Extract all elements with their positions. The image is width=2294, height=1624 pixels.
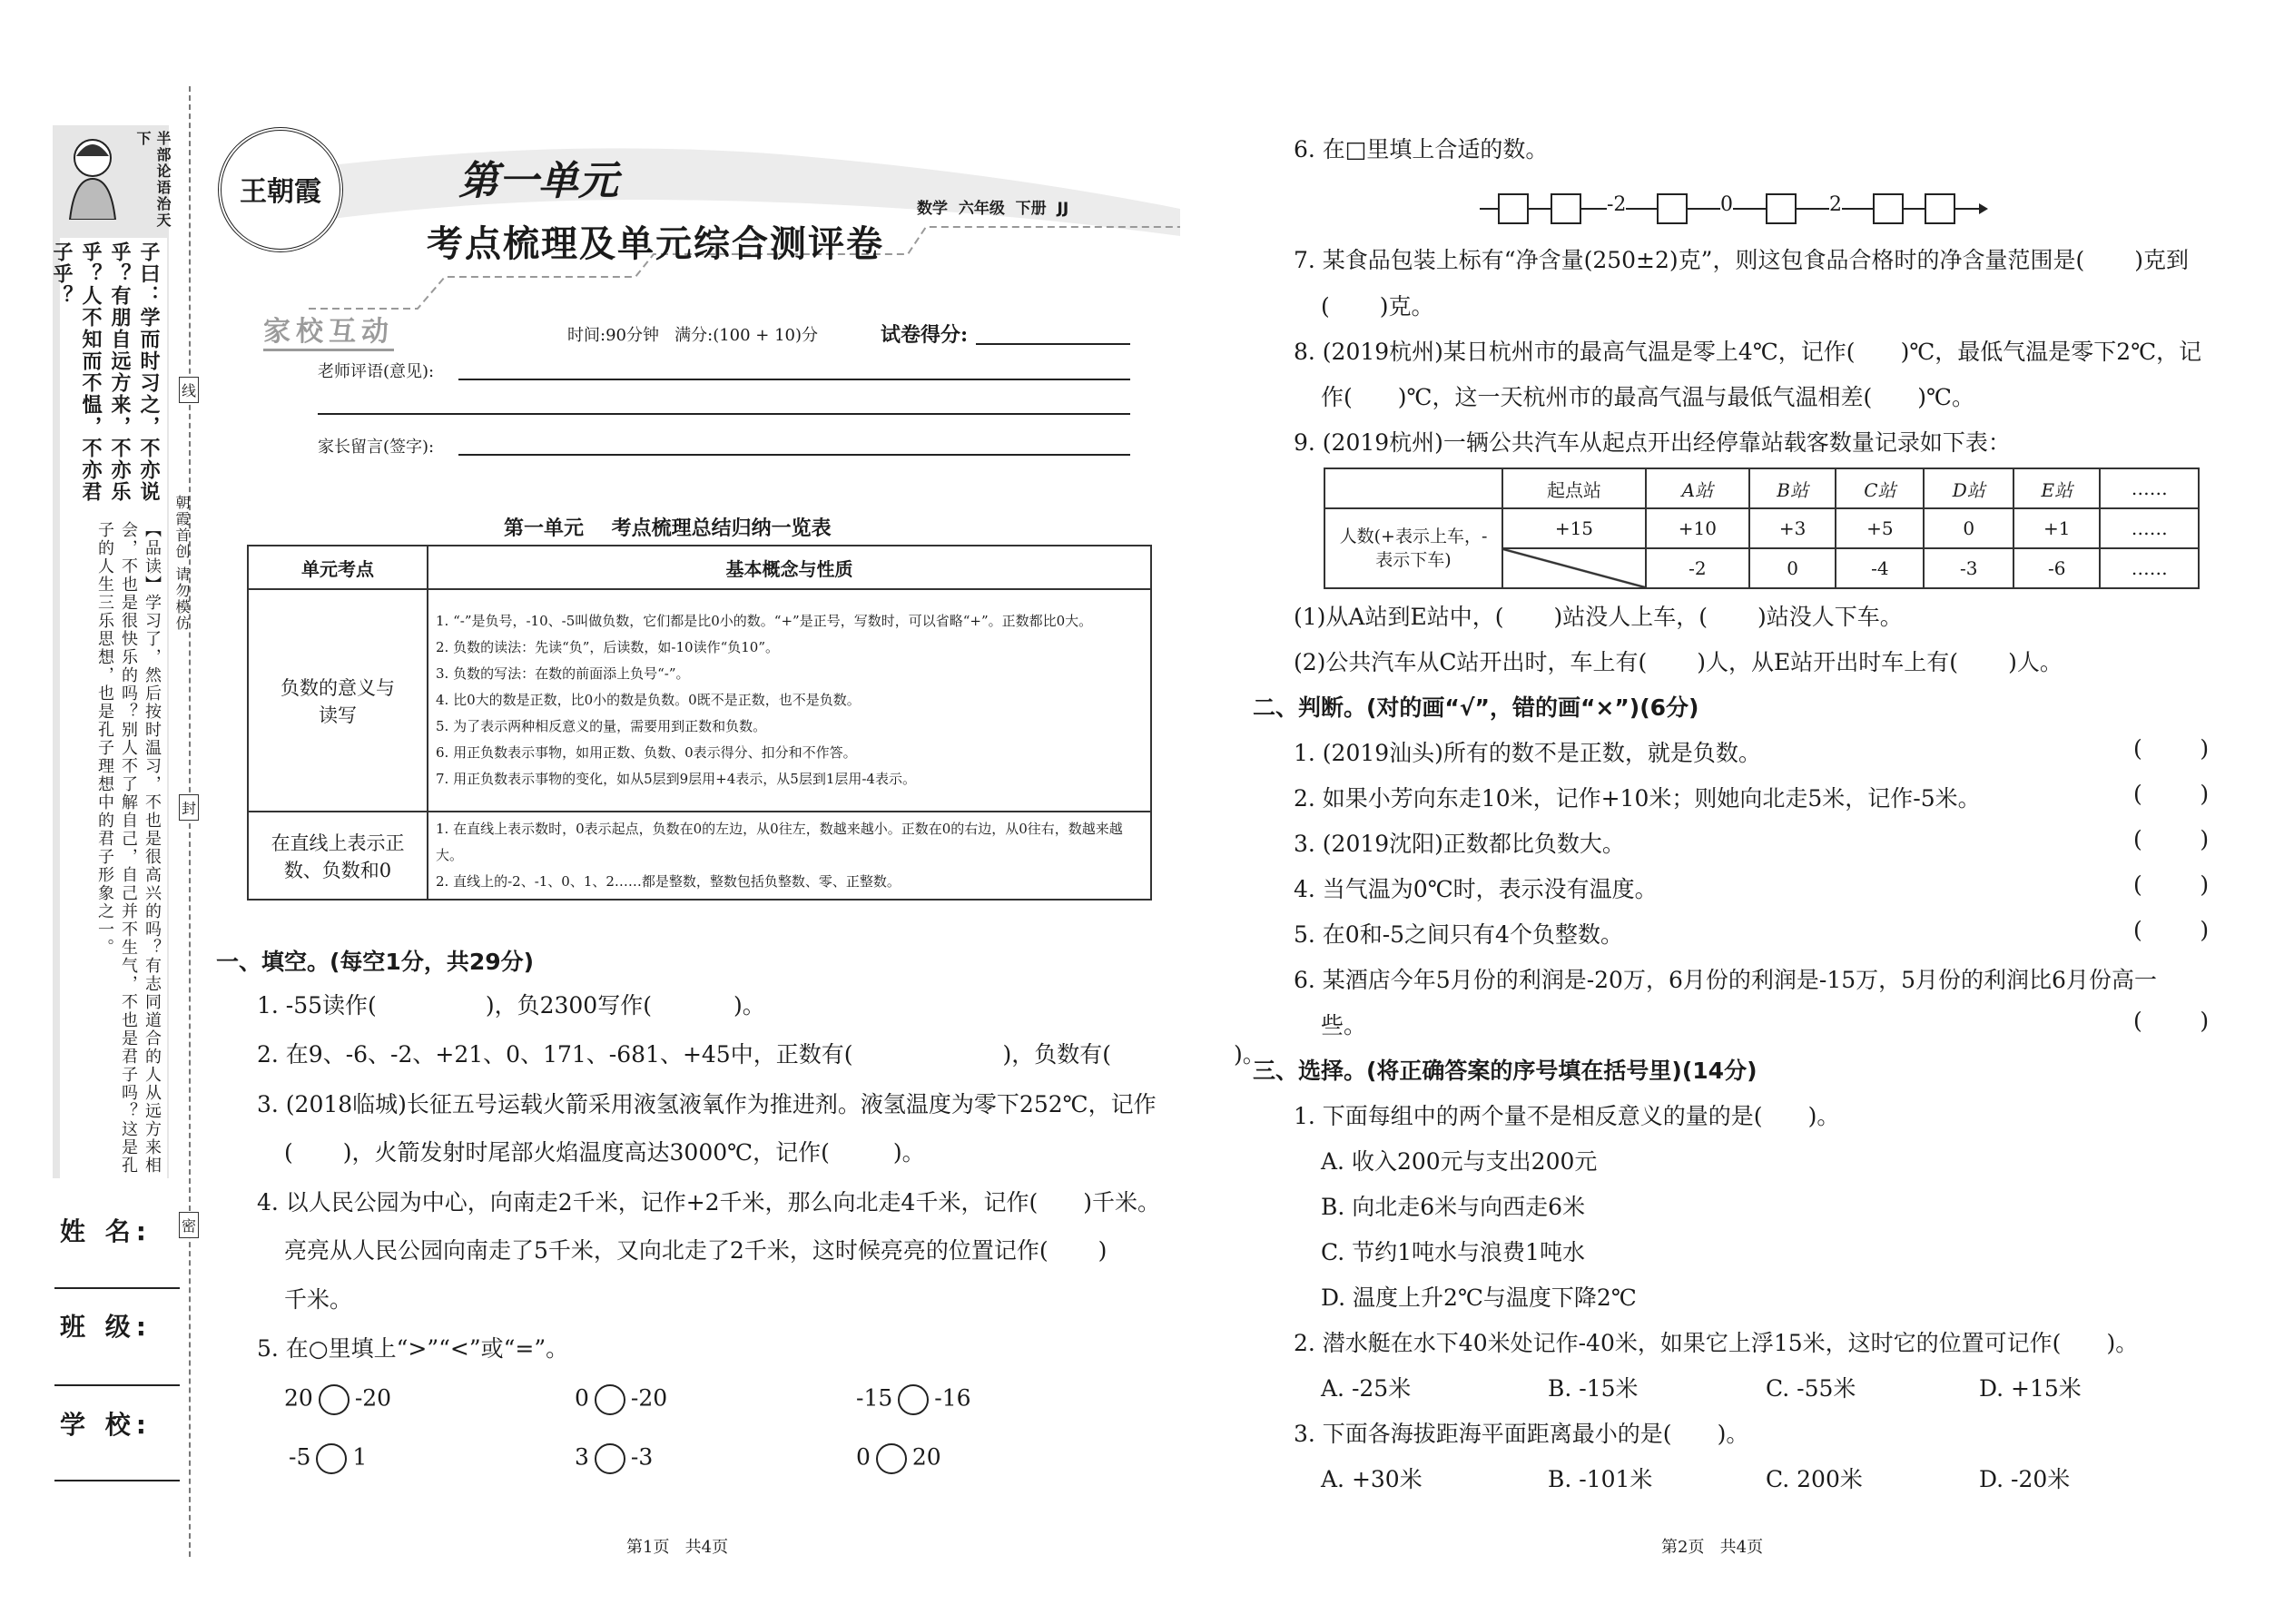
choice-option[interactable]: C. 节约1吨水与浪费1吨水 <box>1321 1239 1585 1265</box>
bus-cell: -4 <box>1836 548 1924 588</box>
choice-question-1: 1. 下面每组中的两个量不是相反意义的量的是( )。 <box>1294 1103 1840 1129</box>
judge-item-cont: 些。 <box>1321 1012 1367 1038</box>
publisher-logo: 王朝霞 <box>218 127 343 252</box>
compare-circle[interactable] <box>595 1443 625 1474</box>
name-label: 姓 名: <box>60 1216 152 1246</box>
compare-circle[interactable] <box>319 1384 350 1415</box>
choice-option[interactable]: D. 温度上升2℃与温度下降2℃ <box>1321 1284 1637 1311</box>
sidebar-top-text: 半部论语治天下 <box>134 131 172 229</box>
compare-5: 3 -3 <box>575 1443 653 1474</box>
seal-mark-3: 密 <box>179 1212 199 1238</box>
school-field[interactable] <box>54 1480 180 1481</box>
compare-4: -5 1 <box>289 1443 367 1474</box>
summary-title: 第一单元 考点梳理总结归纳一览表 <box>504 517 832 540</box>
exam-title: 考点梳理及单元综合测评卷 <box>427 222 884 265</box>
choice-option[interactable]: C. -55米 <box>1766 1375 1856 1402</box>
summary-row1-line: 6. 用正负数表示事物，如用正数、负数、0表示得分、扣分和不作答。 <box>436 744 857 761</box>
number-line-minus2: -2 <box>1607 193 1627 216</box>
section-choice-title: 三、选择。(将正确答案的序号填在括号里)(14分) <box>1253 1058 1757 1084</box>
bus-header-cell: …… <box>2100 468 2199 508</box>
number-line-zero: 0 <box>1720 193 1733 216</box>
choice-option[interactable]: B. -101米 <box>1548 1466 1653 1492</box>
compare-6: 0 20 <box>856 1443 941 1474</box>
choice-option[interactable]: B. 向北走6米与向西走6米 <box>1321 1194 1586 1220</box>
judge-item: 2. 如果小芳向东走10米，记作+10米；则她向北走5米，记作-5米。 <box>1294 785 1981 812</box>
compare-1: 20 -20 <box>284 1384 391 1415</box>
bus-table <box>1324 468 2200 589</box>
question-4-end: 千米。 <box>284 1286 353 1313</box>
bus-header-cell: 起点站 <box>1502 468 1646 508</box>
question-5: 5. 在○里填上“>”“<”或“=”。 <box>257 1335 569 1362</box>
number-line-two: 2 <box>1829 193 1842 216</box>
score-label: 试卷得分: <box>881 323 969 347</box>
question-2: 2. 在9、-6、-2、+21、0、171、-681、+45中，正数有( )，负数有( )。 <box>257 1041 1265 1068</box>
choice-option[interactable]: A. 收入200元与支出200元 <box>1321 1148 1598 1175</box>
number-line-box[interactable] <box>1657 193 1688 224</box>
page-number-1: 第1页 共4页 <box>626 1538 729 1557</box>
teacher-comment-line2 <box>318 413 1130 415</box>
choice-option[interactable]: A. -25米 <box>1321 1375 1412 1402</box>
question-1: 1. -55读作( )，负2300写作( )。 <box>257 992 765 1019</box>
seal-mark-1: 线 <box>179 377 199 403</box>
judge-answer-box[interactable]: ( ) <box>2133 1008 2210 1034</box>
question-9-1: (1)从A站到E站中，( )站没人上车，( )站没人下车。 <box>1294 604 1903 630</box>
choice-option[interactable]: A. +30米 <box>1321 1466 1423 1492</box>
question-3-cont: ( )，火箭发射时尾部火焰温度高达3000℃，记作( )。 <box>284 1139 925 1166</box>
exam-info: 时间:90分钟 满分:(100 + 10)分 <box>567 326 819 345</box>
compare-circle[interactable] <box>876 1443 907 1474</box>
bus-cell: -3 <box>1924 548 2013 588</box>
compare-circle[interactable] <box>316 1443 347 1474</box>
summary-row1-line: 2. 负数的读法：先读“负”，后读数，如-10读作“负10”。 <box>436 639 779 655</box>
sidebar-avatar <box>56 129 129 220</box>
question-8: 8. (2019杭州)某日杭州市的最高气温是零上4℃，记作( )℃，最低气温是零下2℃，记 <box>1294 339 2202 365</box>
bus-row-label: 人数(+表示上车，-表示下车) <box>1324 508 1502 588</box>
bus-header-cell: B站 <box>1749 468 1836 508</box>
choice-option[interactable]: B. -15米 <box>1548 1375 1639 1402</box>
class-field[interactable] <box>54 1384 180 1386</box>
class-label: 班 级: <box>60 1312 152 1342</box>
number-line-box[interactable] <box>1498 193 1529 224</box>
bus-header-cell: A站 <box>1646 468 1749 508</box>
summary-row1-head: 负数的意义与读写 <box>248 589 428 812</box>
bus-cell: +1 <box>2013 508 2100 548</box>
sidebar-quote: 子曰：学而时习之，不亦说乎？有朋自远方来，不亦乐乎？人不知而不愠，不亦君子乎？ <box>60 238 167 517</box>
bus-diagonal-cell <box>1502 548 1646 588</box>
parent-comment-label: 家长留言(签字): <box>318 438 435 457</box>
question-7-cont: ( )克。 <box>1321 293 1434 320</box>
bus-cell: …… <box>2100 548 2199 588</box>
summary-row2-head: 在直线上表示正数、负数和0 <box>248 812 428 900</box>
judge-item: 6. 某酒店今年5月份的利润是-20万，6月份的利润是-15万，5月份的利润比6月份高一 <box>1294 967 2157 993</box>
cut-line <box>189 86 191 1557</box>
bus-cell: +3 <box>1749 508 1836 548</box>
question-4-cont: 亮亮从人民公园向南走了5千米，又向北走了2千米，这时候亮亮的位置记作( ) <box>284 1237 1108 1264</box>
bus-cell: -2 <box>1646 548 1749 588</box>
bus-header-cell: E站 <box>2013 468 2100 508</box>
summary-col2-header: 基本概念与性质 <box>428 546 1151 589</box>
judge-answer-box[interactable]: ( ) <box>2133 871 2210 898</box>
judge-answer-box[interactable]: ( ) <box>2133 826 2210 852</box>
section-judge-title: 二、判断。(对的画“√”，错的画“×”)(6分) <box>1253 694 1699 721</box>
summary-row1-line: 4. 比0大的数是正数，比0小的数是负数。0既不是正数，也不是负数。 <box>436 692 861 708</box>
choice-option[interactable]: D. +15米 <box>1979 1375 2082 1402</box>
question-7: 7. 某食品包装上标有“净含量(250±2)克”，则这包食品合格时的净含量范围是( )克到 <box>1294 247 2189 273</box>
summary-table <box>247 545 1152 901</box>
judge-answer-box[interactable]: ( ) <box>2133 781 2210 807</box>
bus-cell: -6 <box>2013 548 2100 588</box>
judge-item: 3. (2019沈阳)正数都比负数大。 <box>1294 831 1625 857</box>
page-number-2: 第2页 共4页 <box>1661 1538 1764 1557</box>
question-3: 3. (2018临城)长征五号运载火箭采用液氢液氧作为推进剂。液氢温度为零下252℃，记作 <box>257 1091 1157 1117</box>
choice-question-2: 2. 潜水艇在水下40米处记作-40米，如果它上浮15米，这时它的位置可记作( )。 <box>1294 1330 2139 1356</box>
judge-item: 1. (2019汕头)所有的数不是正数，就是负数。 <box>1294 740 1761 766</box>
question-4: 4. 以人民公园为中心，向南走2千米，记作+2千米，那么向北走4千米，记作( )千米。 <box>257 1189 1160 1216</box>
compare-2: 0 -20 <box>575 1384 667 1415</box>
score-field[interactable] <box>976 343 1130 345</box>
bus-header-cell: C站 <box>1836 468 1924 508</box>
section-fill-title: 一、填空。(每空1分，共29分) <box>216 949 535 975</box>
seal-mark-2: 封 <box>179 794 199 821</box>
choice-option[interactable]: D. -20米 <box>1979 1466 2071 1492</box>
copyright-notice: 朝霞首创 请勿模仿 <box>173 495 191 633</box>
bus-cell: +10 <box>1646 508 1749 548</box>
compare-circle[interactable] <box>898 1384 929 1415</box>
bus-cell: 0 <box>1749 548 1836 588</box>
bus-cell: …… <box>2100 508 2199 548</box>
judge-item: 5. 在0和-5之间只有4个负整数。 <box>1294 921 1623 948</box>
summary-row2-line: 1. 在直线上表示数时，0表示起点，负数在0的左边，从0往左，数越来越小。正数在0的右边，从0往右，数越来越大。 <box>436 821 1123 863</box>
bus-header-cell: D站 <box>1924 468 2013 508</box>
bus-cell: +5 <box>1836 508 1924 548</box>
choice-question-3: 3. 下面各海拔距海平面距离最小的是( )。 <box>1294 1421 1749 1447</box>
judge-answer-box[interactable]: ( ) <box>2133 917 2210 943</box>
number-line-box[interactable] <box>1766 193 1797 224</box>
number-line-box[interactable] <box>1551 193 1581 224</box>
home-school-badge: 家校互动 <box>263 309 394 351</box>
unit-title: 第一单元 <box>458 158 618 204</box>
question-9: 9. (2019杭州)一辆公共汽车从起点开出经停靠站载客数量记录如下表： <box>1294 429 2011 456</box>
summary-row1-line: 3. 负数的写法：在数的前面添上负号“-”。 <box>436 665 690 682</box>
number-line-box[interactable] <box>1873 193 1904 224</box>
question-9-2: (2)公共汽车从C站开出时，车上有( )人，从E站开出时车上有( )人。 <box>1294 649 2063 675</box>
judge-item: 4. 当气温为0℃时，表示没有温度。 <box>1294 876 1658 902</box>
teacher-comment-field[interactable] <box>458 379 1130 380</box>
parent-comment-field[interactable] <box>458 454 1130 456</box>
subject-tag: 数学 六年级 下册 JJ <box>917 200 1069 218</box>
bus-cell: +15 <box>1502 508 1646 548</box>
school-label: 学 校: <box>60 1410 152 1440</box>
sidebar-reading: 【品读】学习了，然后按时温习，不也是很高兴的吗？有志同道合的人从远方来相会，不也是很快乐的吗？别人不了解自己，自己并不生气，不也是君子吗？这是孔子的人生三乐思想，也是孔子理想中的君子形象之一。 <box>60 517 167 1178</box>
summary-row1-line: 1. “-”是负号，-10、-5叫做负数，它们都是比0小的数。“+”是正号，写数时，可以省略“+”。正数都比0大。 <box>436 613 1093 629</box>
compare-circle[interactable] <box>595 1384 625 1415</box>
summary-row2-line: 2. 直线上的-2、-1、0、1、2……都是整数，整数包括负整数、零、正整数。 <box>436 873 901 890</box>
question-6: 6. 在□里填上合适的数。 <box>1294 136 1549 162</box>
summary-row1-line: 5. 为了表示两种相反意义的量，需要用到正数和负数。 <box>436 718 767 734</box>
bus-cell: 0 <box>1924 508 2013 548</box>
name-field[interactable] <box>54 1287 180 1289</box>
question-8-cont: 作( )℃，这一天杭州市的最高气温与最低气温相差( )℃。 <box>1321 384 1974 410</box>
compare-3: -15 -16 <box>856 1384 971 1415</box>
summary-row1-line: 7. 用正负数表示事物的变化，如从5层到9层用+4表示，从5层到1层用-4表示。 <box>436 771 916 787</box>
number-line-box[interactable] <box>1925 193 1955 224</box>
bus-corner <box>1324 468 1502 508</box>
summary-col1-header: 单元考点 <box>248 546 428 589</box>
choice-option[interactable]: C. 200米 <box>1766 1466 1863 1492</box>
judge-answer-box[interactable]: ( ) <box>2133 735 2210 762</box>
teacher-comment-label: 老师评语(意见): <box>318 362 435 381</box>
